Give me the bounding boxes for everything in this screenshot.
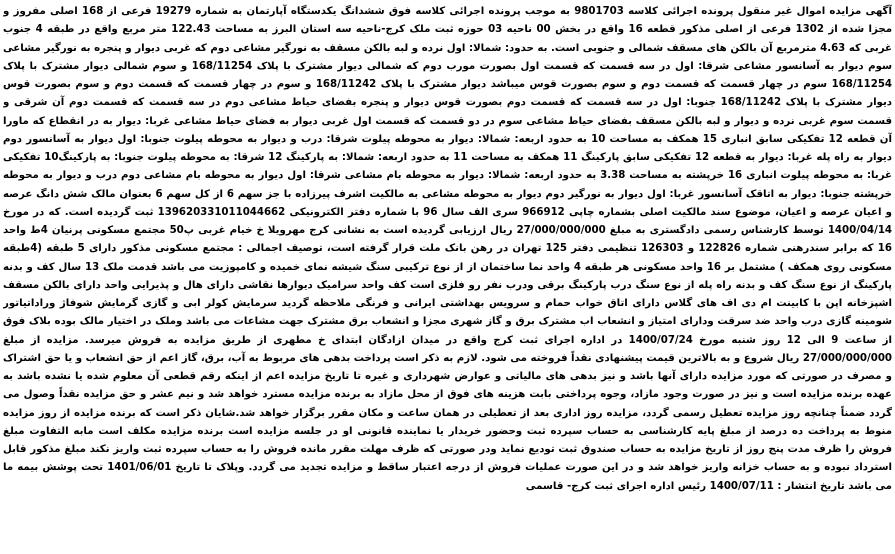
auction-notice-text: آگهی مزایده اموال غیر منقول پرونده اجرائی کلاسه 9801703 به موجب پرونده اجرائی کلاسه فوق ششدانگ یکدستگاه آپارتمان به شماره 19279 فرعی از 168 اصلی مفروز و مجزا شده از 1302 فرعی از اصلی مذکور قطعه 16 واقع در بخش 00 ناحیه 03 حوزه ثبت ملک کرج-ناحیه سه استان البرز به مساحت 122.43 متر مربع واقع در طبقه 4 جنوب غربی که 4.63 مترمربع آن بالکن های مسقف شمالی و جنوبی است. به حدود: شمالا: اول نرده و لبه بالکن مسقف به نورگیر مشاعی دوم که غربی دیوار و پنجره به نورگیر مشاعی سوم دیوار به آسانسور مشاعی شرقا: اول در سه قسمت که قسمت اول بصورت مورب دوم که شمالی دیوار مشترک با پلاک 168/11254 و سوم شمالی دیوار مشترک با پلاک 168/11254 سوم در چهار قسمت که قسمت دوم و سوم بصورت قوس میباشد دیوار مشترک با پلاک 168/11242 و سوم در چهار قسمت که قسمت دوم و سوم بصورت قوس دیوار مشترک با پلاک 168/11242 جنوبا: اول در سه قسمت که قسمت دوم بصورت قوس دیوار و پنجره بفضای حیاط مشاعی دوم در سه قسمت که قسمت دوم آن شرقی و قسمت سوم غربی نرده و دیوار و لبه بالکن مسقف بفضای حیاط مشاعی سوم در دو قسمت که قسمت اول غربی دیوار به فضای حیاط مشاعی غربا: دیوار به در انقطاع که ماورا آن قطعه 12 تفکیکی سابق انباری 15 همکف به مساحت 10 به حدود اربعه: شمالا: دیوار به محوطه پیلوت شرقا: درب و دیوار به محوطه پیلوت جنوبا: اول دیوار به آسانسور دوم دیوار به راه پله غربا: دیوار به قطعه 12 تفکیکی سابق پارکینگ 11 همکف به مساحت 11 به حدود اربعه: شمالا: به پارکینگ 12 شرقا: به محوطه پیلوت جنوبا: به پارکینگ10 تفکیکی غربا: به محوطه پیلوت انباری 16 خرپشته به مساحت 3.38 به حدود اربعه: شمالا: دیوار به محوطه بام مشاعی شرقا: اول دیوار به محوطه بام مشاعی دوم درب و دیوار به محوطه خرپشته جنوبا: دیوار به اتاقک آسانسور غربا: اول دیوار به نورگیر دوم دیوار به محوطه مشاعی به مالکیت اشرف پیرزاده با جز سهم 6 از کل سهم 6 بعنوان مالک شش دانگ عرصه و اعیان عرصه و اعیان، موضوع سند مالکیت اصلی بشماره چاپی 966912 سری الف سال 96 با شماره دفتر الکترونیکی 139620331011044662 ثبت گردیده است. که در مورخ 1400/04/14 توسط کارشناس رسمی دادگستری به مبلغ 27/000/000/000 ریال ارزیابی گردیده است به نشانی کرج مهرویلا خ خیام غربی پ50 مجتمع مسکونی پرنیان 4ط واحد 16 که برابر سندرهنی شماره 122826 و 126303 تنظیمی دفتر 125 تهران در رهن بانک ملت قرار گرفته است، توصیف اجمالی : مجتمع مسکونی مذکور دارای 5 طبقه (4طبقه مسکونی روی همکف ) مشتمل بر 16 واحد مسکونی هر طبقه 4 واحد نما ساختمان از از نوع ترکیبی سنگ شیشه نمای خمیده و کامپوزیت می باشد قدمت ملک 13 سال کف و بدنه پارکینگ از نوع سنگ کف و بدنه راه پله از نوع سنگ درب پارکینگ برقی ودرب نفر رو فلزی است کف واحد سرامیک دیوارها نقاشی دارای هال و پذیرایی واحد دارای بالکن مسقف اشپزخانه اپن با کابینت ام دی اف های گلاس دارای اتاق خواب حمام و سرویس بهداشتی ایرانی و فرنگی ملاحظه گردید سرمایش کولر ابی و گازی گرمایش شوفاژ وراداتیاتور شومینه گازی درب واحد ضد سرقت ودارای امتیاز و انشعاب اب مشترک برق و گاز شهری مجزا و انشعاب برق مشترک جهت مشاعات می باشد وملک در اختیار مالک بوده بلاک فوق از ساعت 9 الی 12 روز شنبه مورخ 1400/07/24 در اداره اجرای ثبت کرج واقع در میدان ازادگان ابتدای خ مطهری از طریق مزایده به فروش میرسد. مزایده از مبلغ 27/000/000/000 ریال شروع و به بالاترین قیمت پیشنهادی نقداً فروخته می شود. لازم به ذکر است پرداخت بدهی های مربوط به آب، برق، گاز اعم از حق انشعاب و یا حق اشتراک و مصرف در صورتی که مورد مزایده دارای آنها باشد و نیز بدهی های مالیاتی و عوارض شهرداری و غیره تا تاریخ مزایده اعم از اینکه رقم قطعی آن معلوم شده یا نشده باشد به عهده برنده مزایده است و نیز در صورت وجود مازاد، وجوه پرداختی بابت هزینه های فوق از محل مازاد به برنده مزایده مسترد خواهد شد و نیم عشر و حق مزایده نقداً وصول می گردد ضمناً چنانچه روز مزایده تعطیل رسمی گردد، مزایده روز اداری بعد از تعطیلی در همان ساعت و مکان مقرر برگزار خواهد شد.شایان ذکر است که برنده مزایده از روز مزایده منوط به پرداخت ده درصد از مبلغ پایه کارشناسی به حساب سپرده ثبت وحضور خریدار یا نماینده قانونی او در جلسه مزایده است برنده مزایده مکلف است مابه التفاوت مبلغ فروش را ظرف مدت پنج روز از تاریخ مزایده به حساب صندوق ثبت تودیع نماید ودر صورتی که ظرف مهلت مقرر مانده فروش را به حساب سپرده ثبت واریز نکند مبلغ مذکور قابل استرداد نبوده و به حساب خزانه واریز خواهد شد و در این صورت عملیات فروش از درجه اعتبار ساقط و مزایده تجدید می گردد. وپلاک تا تاریخ 1401/06/01 تحت پوشش بیمه ما می باشد تاریخ انتشار : 1400/07/11 رئیس اداره اجرای ثبت کرج- قاسمی xyxy=(3,6,892,492)
